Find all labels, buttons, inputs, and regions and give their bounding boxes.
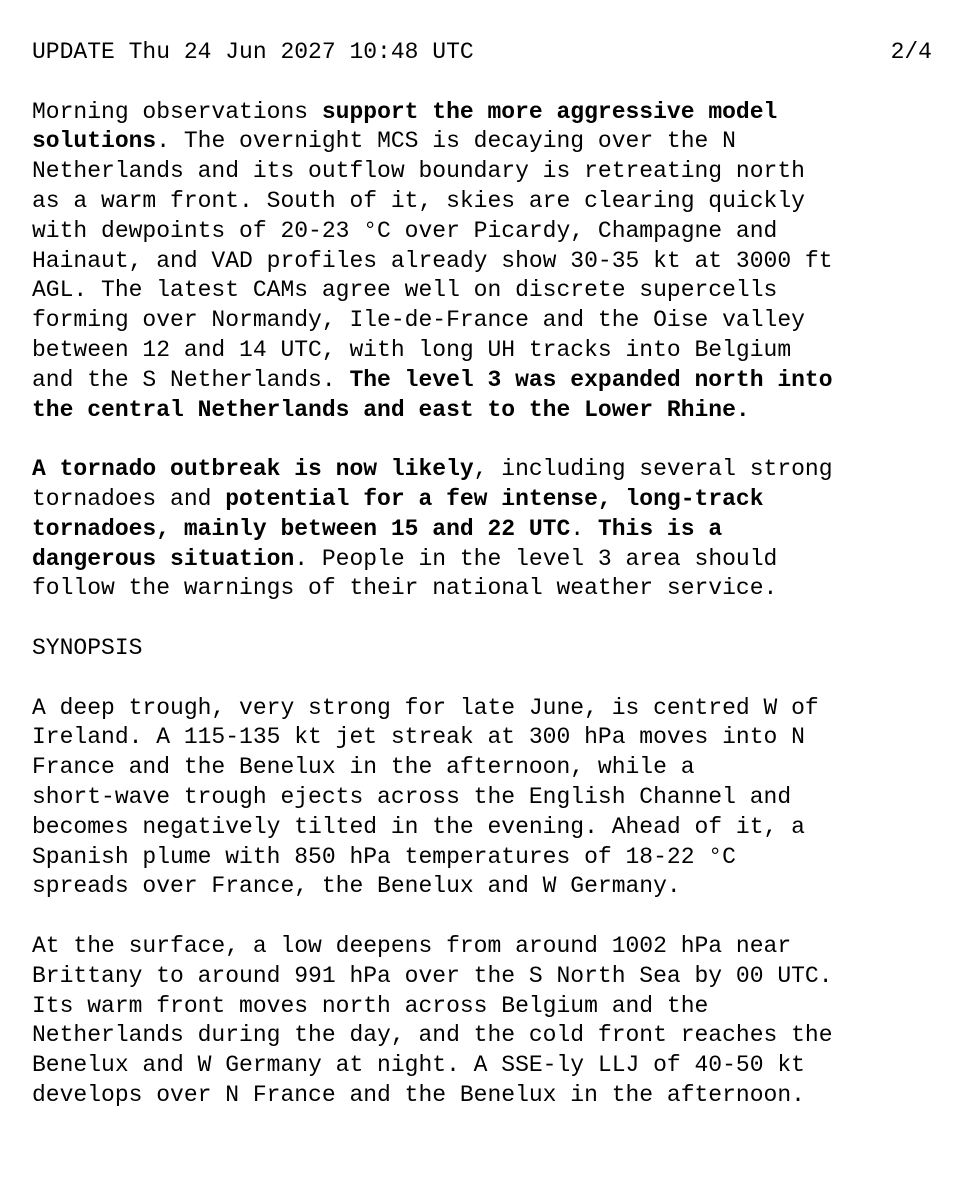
- bold-text: dangerous situation: [32, 545, 295, 572]
- text-run: Benelux and W Germany at night. A SSE-ly LLJ of 40-50 kt: [32, 1052, 805, 1079]
- text-line: [32, 366, 932, 396]
- bold-text: The level 3 was expanded north into: [349, 366, 833, 393]
- bold-text: tornadoes, mainly between 15 and 22 UTC: [32, 515, 571, 542]
- text-line: [32, 962, 932, 992]
- text-line: [32, 127, 932, 157]
- update-paragraph: [32, 98, 932, 426]
- text-run: , including several strong: [473, 456, 833, 483]
- text-run: Brittany to around 991 hPa over the S North Sea by 00 UTC.: [32, 962, 833, 989]
- text-run: spreads over France, the Benelux and W Germany.: [32, 873, 681, 900]
- synopsis-paragraph-surface: [32, 932, 932, 1111]
- text-run: AGL. The latest CAMs agree well on discrete supercells: [32, 277, 778, 304]
- text-run: France and the Benelux in the afternoon, while a: [32, 754, 695, 781]
- text-run: develops over N France and the Benelux in the afternoon.: [32, 1081, 805, 1108]
- text-line: [32, 306, 932, 336]
- text-run: short-wave trough ejects across the English Channel and: [32, 783, 792, 810]
- text-line: [32, 813, 932, 843]
- text-run: Its warm front moves north across Belgium and the: [32, 992, 709, 1019]
- text-line: [32, 1051, 932, 1081]
- bold-text: potential for a few intense, long-track: [225, 485, 764, 512]
- text-run: with dewpoints of 20-23 °C over Picardy, Champagne and: [32, 217, 778, 244]
- text-run: Ireland. A 115-135 kt jet streak at 300 hPa moves into N: [32, 724, 805, 751]
- bold-text: solutions: [32, 128, 157, 155]
- text-line: [32, 455, 932, 485]
- text-line: [32, 515, 932, 545]
- outbreak-paragraph: [32, 455, 932, 604]
- text-run: becomes negatively tilted in the evening. Ahead of it, a: [32, 813, 805, 840]
- text-line: [32, 396, 932, 426]
- text-line: [32, 1081, 932, 1111]
- text-line: [32, 574, 932, 604]
- text-run: . The overnight MCS is decaying over the N: [156, 128, 736, 155]
- text-run: Morning observations: [32, 98, 322, 125]
- text-run: Netherlands during the day, and the cold front reaches the: [32, 1022, 833, 1049]
- update-timestamp: UPDATE Thu 24 Jun 2027 10:48 UTC: [32, 39, 474, 65]
- update-header: [32, 38, 932, 68]
- text-line: [32, 992, 932, 1022]
- text-run: follow the warnings of their national weather service.: [32, 575, 778, 602]
- text-line: [32, 545, 932, 575]
- text-line: [32, 872, 932, 902]
- text-line: [32, 336, 932, 366]
- synopsis-heading: SYNOPSIS: [32, 634, 143, 661]
- text-run: tornadoes and: [32, 485, 226, 512]
- text-run: Spanish plume with 850 hPa temperatures of 18-22 °C: [32, 843, 736, 870]
- text-run: and the S Netherlands.: [32, 366, 350, 393]
- text-line: [32, 98, 932, 128]
- text-line: [32, 247, 932, 277]
- text-line: [32, 485, 932, 515]
- text-run: .: [570, 515, 598, 542]
- text-line: [32, 217, 932, 247]
- text-line: [32, 753, 932, 783]
- text-run: A deep trough, very strong for late June, is centred W of: [32, 694, 819, 721]
- text-run: between 12 and 14 UTC, with long UH tracks into Belgium: [32, 336, 792, 363]
- bold-text: support the more aggressive model: [321, 98, 778, 125]
- text-line: [32, 783, 932, 813]
- text-line: [32, 723, 932, 753]
- text-line: [32, 157, 932, 187]
- text-run: as a warm front. South of it, skies are clearing quickly: [32, 187, 805, 214]
- text-line: [32, 843, 932, 873]
- text-line: [32, 1021, 932, 1051]
- bold-text: This is a: [597, 515, 723, 542]
- text-line: [32, 694, 932, 724]
- text-run: forming over Normandy, Ile-de-France and the Oise valley: [32, 307, 805, 334]
- page-number: 2/4: [890, 39, 932, 65]
- synopsis-paragraph-upper-air: [32, 694, 932, 903]
- text-run: At the surface, a low deepens from around 1002 hPa near: [32, 932, 792, 959]
- forecast-document: [32, 38, 932, 1111]
- text-run: Hainaut, and VAD profiles already show 30-35 kt at 3000 ft: [32, 247, 833, 274]
- text-run: . People in the level 3 area should: [294, 545, 778, 572]
- text-line: [32, 276, 932, 306]
- bold-text: the central Netherlands and east to the Lower Rhine.: [32, 396, 750, 423]
- text-run: Netherlands and its outflow boundary is retreating north: [32, 158, 805, 185]
- text-line: [32, 932, 932, 962]
- bold-text: A tornado outbreak is now likely: [32, 456, 474, 483]
- text-line: [32, 187, 932, 217]
